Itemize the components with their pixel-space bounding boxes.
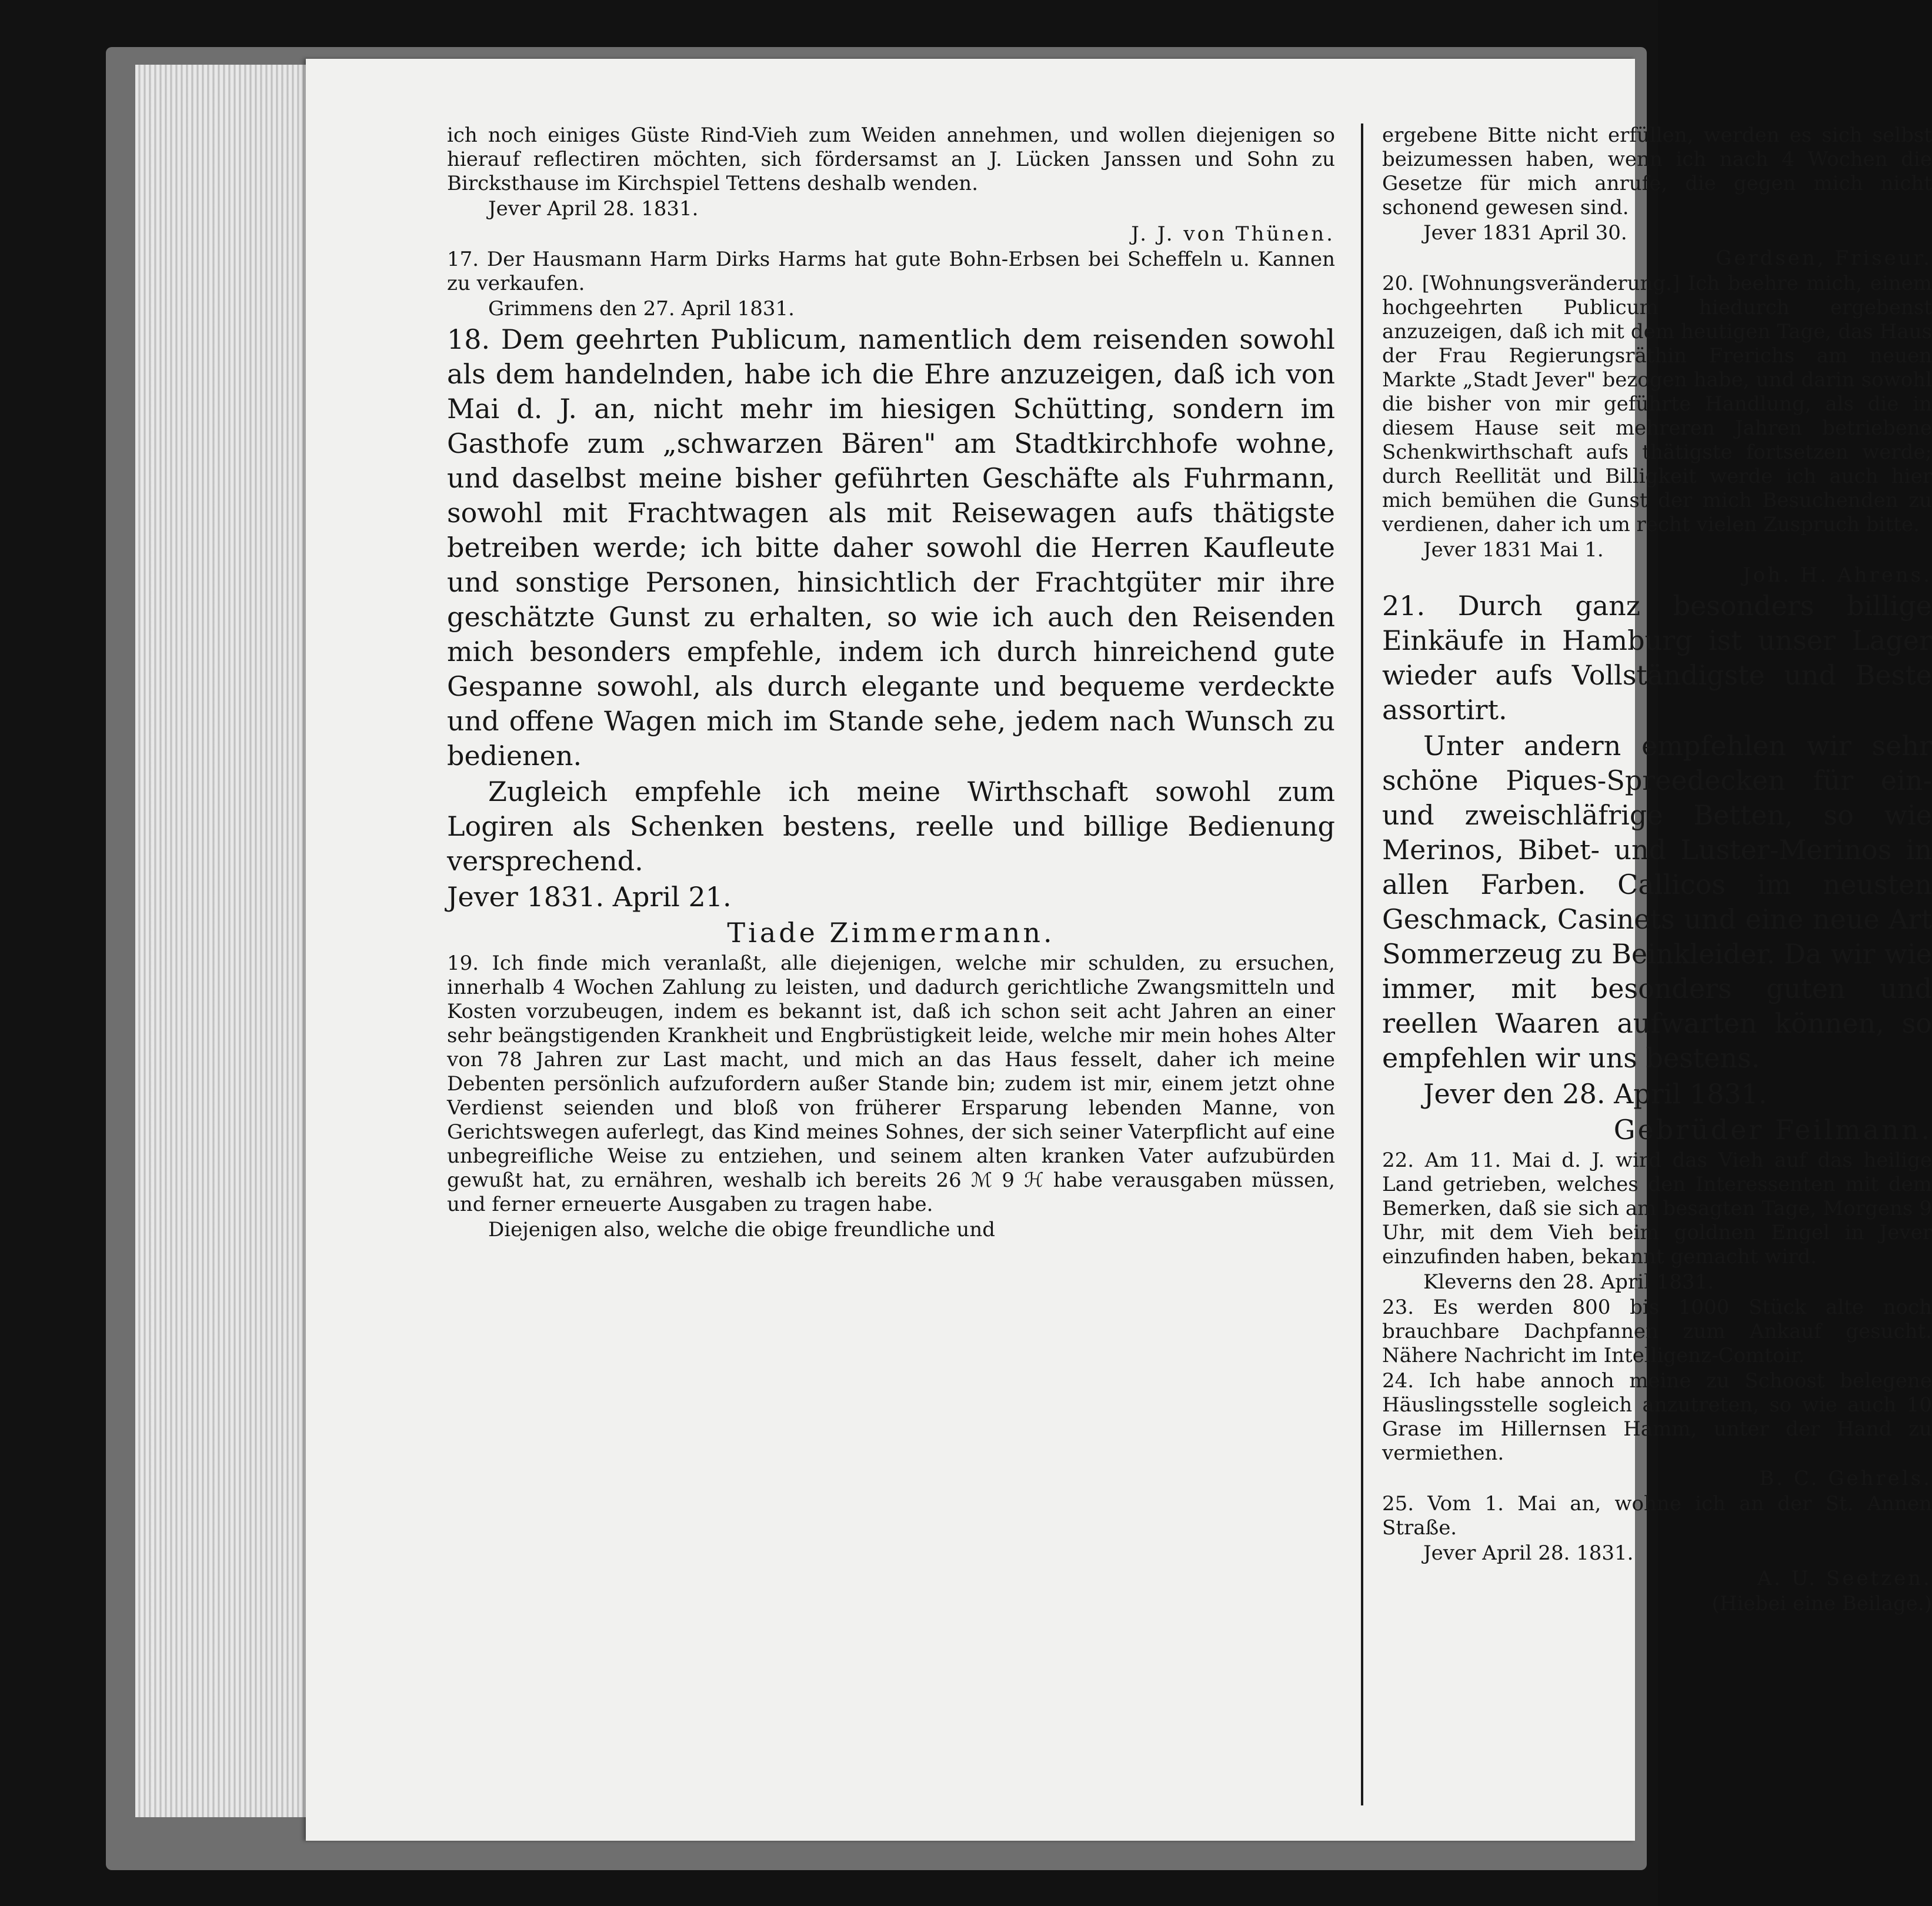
notice-19-text-2: Diejenigen also, welche die obige freundliche und xyxy=(488,1218,995,1241)
notice-21-signature: Gebrüder Feilmann. xyxy=(1613,1114,1932,1146)
notice-24-text: 24. Ich habe annoch meine zu Schoost belegene Häuslingsstelle sogleich anzutreten, so wie auch 10 Grase im Hillernsen Hamm, unter der Hand zu vermiethen. xyxy=(1382,1369,1932,1465)
notice-16-signature: J. J. von Thünen. xyxy=(1131,222,1335,246)
notice-17-text: 17. Der Hausmann Harm Dirks Harms hat gute Bohn-Erbsen bei Scheffeln u. Kannen zu verkaufen. xyxy=(447,248,1335,295)
notice-19-text: 19. Ich finde mich veranlaßt, alle diejenigen, welche mir schulden, zu ersuchen, innerhalb 4 Wochen Zahlung zu leisten, und dadurch gerichtliche Zwangsmitteln und Kosten vorzubeugen, indem es bekannt ist, daß ich schon seit acht Jahren an einer sehr beängstigenden Krankheit und Engbrüstigkeit leide, welche mir mein hohes Alter von 78 Jahren zur Last macht, und mich an das Haus fesselt, daher ich meine Debenten persönlich aufzufordern außer Stande bin; zudem ist mir, einem jetzt ohne Verdienst seienden und bloß von früherer Ersparung lebenden Manne, von Gerichtswegen auferlegt, das Kind meines Sohnes, der sich seiner Vaterpflicht auf eine unbegreifliche Weise zu entziehen, und seinem alten kranken Vater aufzubürden gewußt hat, zu ernähren, weshalb ich bereits 26 ℳ 9 ℋ habe verausgaben müssen, und ferner erneuerte Ausgaben zu tragen habe. xyxy=(447,952,1335,1216)
notice-21-date: Jever den 28. April 1831. xyxy=(1423,1078,1767,1110)
notice-22-date: Kleverns den 28. April 1831. xyxy=(1423,1270,1714,1294)
notice-18-text: 18. Dem geehrten Publicum, namentlich dem reisenden sowohl als dem handelnden, habe ich die Ehre anzuzeigen, daß ich von Mai d. J. an, nicht mehr im hiesigen Schütting, sondern im Gasthofe zum „schwarzen Bären" am Stadtkirchhofe wohne, und daselbst meine bisher geführten Geschäfte als Fuhrmann, sowohl mit Frachtwagen als mit Reisewagen aufs thätigste betreiben werde; ich bitte daher sowohl die Herren Kaufleute und sonstige Personen, hinsichtlich der Frachtgüter mir ihre geschätzte Gunst zu erhalten, so wie ich auch den Reisenden mich besonders empfehle, indem ich durch hinreichend gute Gespanne sowohl, als durch elegante und bequeme verdeckte und offene Wagen mich im Stande sehe, jedem nach Wunsch zu bedienen. xyxy=(447,323,1335,772)
notice-20-date: Jever 1831 Mai 1. xyxy=(1423,538,1604,562)
right-column xyxy=(1382,123,1932,1617)
notice-21-text-2: Unter andern empfehlen wir sehr schöne Piques-Spreedecken für ein- und zweischläfrige Betten, so wie Merinos, Bibet- und Luster-Merinos in allen Farben. Callicos im neusten Geschmack, Casinets und eine neue Art Sommerzeug zu Beinkleider. Da wir wie immer, mit besonders guten und reellen Waaren aufwarten können, so empfehlen wir uns bestens. xyxy=(1382,730,1932,1074)
column-divider xyxy=(1361,123,1363,1805)
notice-18-signature: Tiade Zimmermann. xyxy=(727,917,1055,949)
notice-24-signature: B. C. Gehrels. xyxy=(1759,1467,1932,1490)
left-column xyxy=(447,123,1335,1243)
notice-25-date: Jever April 28. 1831. xyxy=(1423,1541,1634,1565)
notice-16-text: ich noch einiges Güste Rind-Vieh zum Weiden annehmen, und wollen diejenigen so hierauf reflectiren möchten, sich fördersamst an J. Lücken Janssen und Sohn zu Bircksthause im Kirchspiel Tettens deshalb wenden. xyxy=(447,123,1335,195)
page-edges xyxy=(135,65,323,1817)
notice-18-text-2: Zugleich empfehle ich meine Wirthschaft sowohl zum Logiren als Schenken bestens, reelle und billige Bedienung versprechend. xyxy=(447,776,1335,877)
notice-21-text: 21. Durch ganz besonders billige Einkäufe in Hamburg ist unser Lager wieder aufs Vollständigste und Beste assortirt. xyxy=(1382,590,1932,726)
notice-22-text: 22. Am 11. Mai d. J. wird das Vieh auf das heilige Land getrieben, welches den Interessenten mit dem Bemerken, daß sie sich am besagten Tage, Morgens 9 Uhr, mit dem Vieh beim goldnen Engel in Jever einzufinden haben, bekannt gemacht wird. xyxy=(1382,1149,1932,1269)
notice-19-signature: Gerdsen, Friseur. xyxy=(1716,246,1932,270)
notice-25-text: 25. Vom 1. Mai an, wohne ich an der St. Annen Straße. xyxy=(1382,1492,1932,1540)
notice-19-date: Jever 1831 April 30. xyxy=(1423,221,1627,245)
notice-19-continuation: ergebene Bitte nicht erfüllen, werden es sich selbst beizumessen haben, wenn ich nach 4 Wochen die Gesetze für mich anrufe, die gegen mich nicht schonend gewesen sind. xyxy=(1382,123,1932,219)
notice-23-text: 23. Es werden 800 bis 1000 Stück alte noch brauchbare Dachpfannen zum Ankauf gesucht. Nähere Nachricht im Intelligenz-Comtoir. xyxy=(1382,1296,1932,1367)
supplement-note: (Hiebei eine Beilage.) xyxy=(1711,1592,1932,1615)
notice-20-text: 20. [Wohnungsveränderung.] Ich beehre mich, einem hochgeehrten Publicum hiedurch ergebenst anzuzeigen, daß ich mit dem heutigen Tage, das Haus der Frau Regierungsräthin Frerichs am neuen Markte „Stadt Jever" bezogen habe, und darin sowohl die bisher von mir geführte Handlung, als die in diesem Hause seit mehreren Jahren betriebene Schenkwirthschaft aufs thätigste fortsetzen werde; durch Reellität und Billigkeit werde ich auch hier mich bemühen die Gunst der mich Besuchenden zu verdienen, daher ich um recht vielen Zuspruch bitte. xyxy=(1382,272,1932,536)
notice-17-date: Grimmens den 27. April 1831. xyxy=(488,297,795,321)
notice-20-signature: Joh. H. Ahrens. xyxy=(1743,563,1932,587)
notice-25-signature: A. U. Seetzen. xyxy=(1757,1567,1932,1590)
newspaper-page xyxy=(306,59,1932,1841)
notice-18-date: Jever 1831. April 21. xyxy=(447,881,732,913)
notice-16-date: Jever April 28. 1831. xyxy=(488,197,699,221)
